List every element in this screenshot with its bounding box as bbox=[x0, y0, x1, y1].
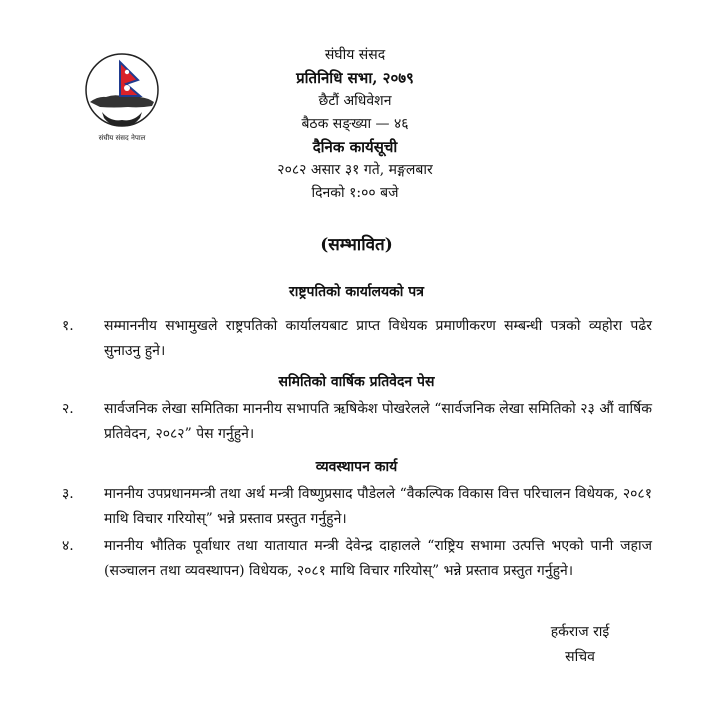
probable-label: (सम्भावित) bbox=[320, 235, 393, 255]
item-number: ३. bbox=[62, 486, 74, 502]
section-legislative-business: व्यवस्थापन कार्य bbox=[315, 459, 398, 475]
item-number: १. bbox=[62, 318, 74, 334]
item-text: माननीय उपप्रधानमन्त्री तथा अर्थ मन्त्री विष्णुप्रसाद पौडेलले “वैकल्पिक विकास वित्त परिचालन विधेयक, २०८१ माथि विचार गरियोस्” भन्ने प्रस्ताव प्रस्तुत गर्नुहुने। bbox=[104, 486, 652, 527]
signature-block bbox=[520, 620, 640, 670]
header-house: प्रतिनिधि सभा, २०७९ bbox=[296, 69, 414, 87]
item-number: २. bbox=[62, 401, 74, 417]
parliament-emblem-icon bbox=[80, 50, 170, 145]
agenda-item-3 bbox=[62, 482, 652, 532]
section-annual-report: समितिको वार्षिक प्रतिवेदन पेस bbox=[278, 374, 435, 390]
item-text: सार्वजनिक लेखा समितिका माननीय सभापति ऋषिकेश पोखरेलले “सार्वजनिक लेखा समितिको २३ औं वार्षिक प्रतिवेदन, २०८२” पेस गर्नुहुने। bbox=[104, 401, 652, 442]
section-president-letter: राष्ट्रपतिको कार्यालयको पत्र bbox=[288, 284, 424, 300]
header-time: दिनको १:०० बजे bbox=[311, 185, 399, 201]
header-agenda-title: दैनिक कार्यसूची bbox=[312, 138, 398, 156]
signatory-name: हर्कराज राई bbox=[550, 624, 610, 640]
signatory-title: सचिव bbox=[565, 649, 595, 665]
agenda-item-1 bbox=[62, 314, 652, 364]
item-text: सम्माननीय सभामुखले राष्ट्रपतिको कार्यालयबाट प्राप्त विधेयक प्रमाणीकरण सम्बन्धी पत्रको व्यहोरा पढेर सुनाउनु हुने। bbox=[104, 318, 652, 359]
header-session: छैटौं अधिवेशन bbox=[318, 93, 392, 109]
item-text: माननीय भौतिक पूर्वाधार तथा यातायात मन्त्री देवेन्द्र दाहालले “राष्ट्रिय सभामा उत्पत्ति भएको पानी जहाज (सञ्चालन तथा व्यवस्थापन) विधेयक, २०८१ माथि विचार गरियोस्” भन्ने प्रस्ताव प्रस्तुत गर्नुहुने। bbox=[104, 538, 652, 579]
header-date: २०८२ असार ३१ गते, मङ्गलबार bbox=[277, 162, 433, 178]
emblem-caption: संघीय संसद नेपाल bbox=[98, 134, 146, 142]
item-number: ४. bbox=[62, 538, 74, 554]
agenda-item-4 bbox=[62, 534, 652, 584]
agenda-item-2 bbox=[62, 397, 652, 447]
header-meeting-number: बैठक सङ्ख्या — ४६ bbox=[301, 116, 409, 132]
header-parliament: संघीय संसद bbox=[324, 47, 386, 63]
agenda-header bbox=[230, 44, 480, 205]
